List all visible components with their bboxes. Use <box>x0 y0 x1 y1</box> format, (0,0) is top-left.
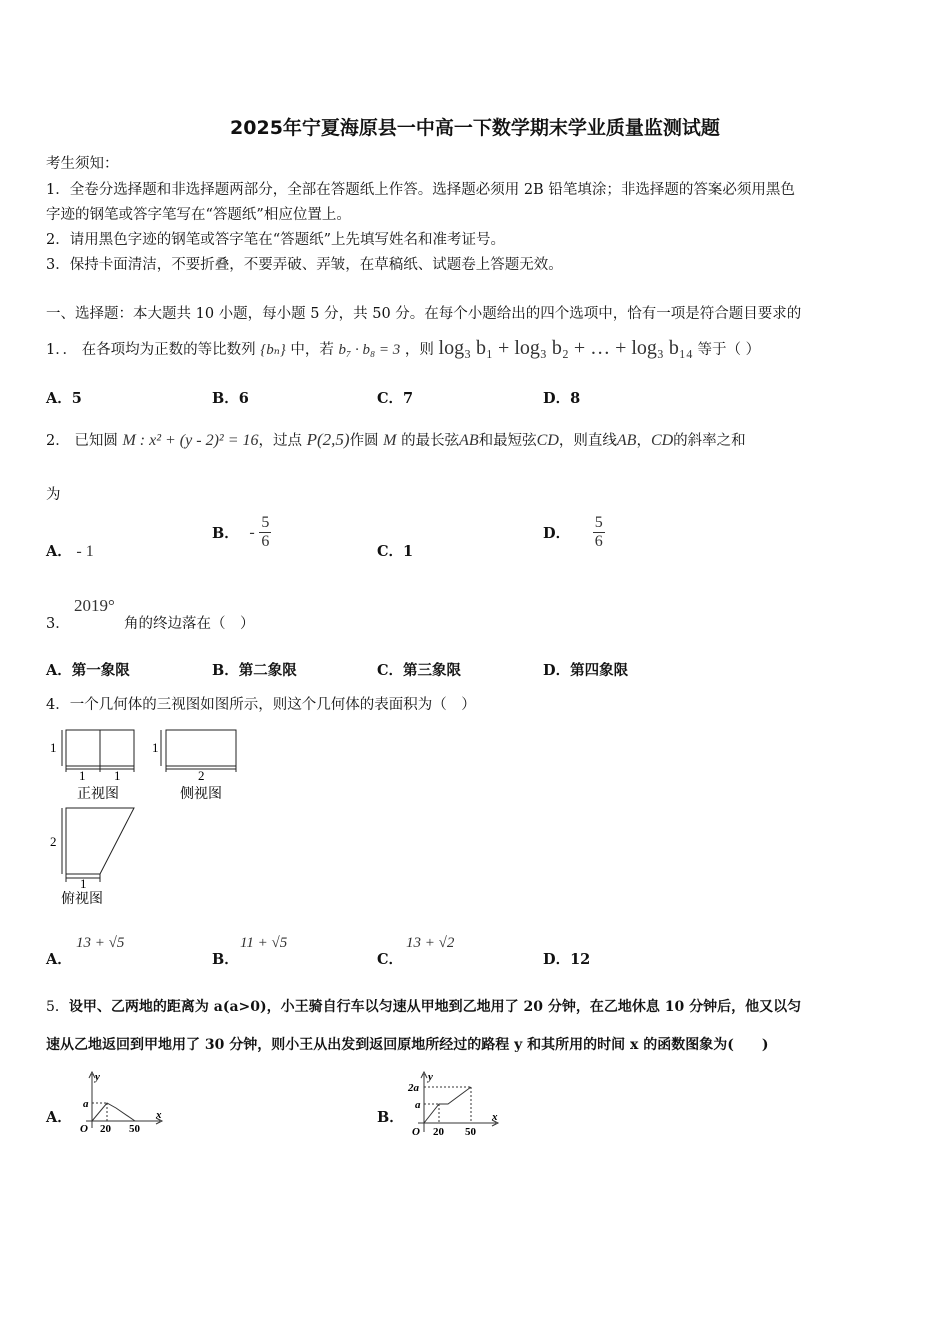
svg-text:O: O <box>80 1123 88 1135</box>
q2-text-3: 作圆 <box>349 433 379 449</box>
question-4: 4．一个几何体的三视图如图所示，则这个几何体的表面积为（ ） <box>46 697 476 713</box>
three-view-diagram <box>46 722 246 912</box>
front-dim-left: 1 <box>79 768 86 783</box>
q2-cd: CD <box>536 432 559 449</box>
q2-text-7: 的斜率之和 <box>673 433 746 449</box>
q1-condition: b₇ · b₈ = 3 <box>338 342 401 358</box>
q1-text-4: 等于（ ） <box>697 342 761 358</box>
q3-option-a[interactable]: A．第一象限 <box>46 662 130 679</box>
side-view-label: 侧视图 <box>180 787 222 802</box>
q3-option-b[interactable]: B．第二象限 <box>212 662 297 679</box>
q1-sequence: {bₙ} <box>260 342 286 358</box>
q2-text-8: 为 <box>46 487 61 503</box>
q2-m: M <box>383 432 397 449</box>
q4-option-c[interactable]: C． <box>377 951 404 968</box>
q2-option-d[interactable]: D． $\frac{5}{6}$ <box>543 514 603 550</box>
notice-item-3: 3．保持卡面清洁，不要折叠，不要弄破、弄皱，在草稿纸、试题卷上答题无效。 <box>46 257 563 273</box>
svg-text:a: a <box>415 1099 421 1111</box>
svg-text:50: 50 <box>129 1123 140 1135</box>
q2-cd-2: CD <box>650 432 674 449</box>
question-1 <box>46 334 760 364</box>
q1-option-a[interactable]: A．5 <box>46 390 82 407</box>
q5-line-2: 速从乙地返回到甲地用了 30 分钟，则小王从出发到返回原地所经过的路程 y 和其所用的时间 x 的函数图象为( ) <box>46 1037 769 1053</box>
q1-number: 1．． <box>46 342 77 358</box>
q4-option-a-value: 13 + √5 <box>76 935 125 951</box>
q2-option-a[interactable]: A． - 1 <box>46 543 94 560</box>
svg-text:20: 20 <box>100 1123 111 1135</box>
page-title: 2025年宁夏海原县一中高一下数学期末学业质量监测试题 <box>230 117 720 139</box>
top-view <box>62 808 134 882</box>
svg-text:50: 50 <box>465 1126 476 1138</box>
q5-option-b[interactable]: B． <box>377 1109 404 1126</box>
q3-option-d[interactable]: D．第四象限 <box>543 662 629 679</box>
front-view <box>62 730 134 772</box>
q2-ab: AB <box>459 432 479 449</box>
q2-circle-eq: M : x² + (y - 2)² = 16 <box>122 432 259 449</box>
q5-option-a[interactable]: A． <box>46 1109 72 1126</box>
q2-text-1: 已知圆 <box>74 433 118 449</box>
question-2 <box>46 426 746 455</box>
q2-option-d-fraction: $\frac{5}{6}$ <box>594 514 603 550</box>
q5-graph-a <box>74 1068 170 1136</box>
notice-heading: 考生须知： <box>46 156 119 172</box>
notice-item-2: 2．请用黑色字迹的钢笔或答字笔在“答题纸”上先填写姓名和准考证号。 <box>46 232 506 248</box>
q2-text-6: ，则直线 <box>558 433 617 449</box>
top-dim-bottom: 1 <box>80 876 87 891</box>
q1-option-c[interactable]: C．7 <box>377 390 414 407</box>
q1-expression: log₃ b₁ + log₃ b₂ + … + log₃ b₁₄ <box>438 337 693 359</box>
q2-number: 2． <box>46 433 70 449</box>
front-dim-height: 1 <box>50 740 57 755</box>
q3-option-c[interactable]: C．第三象限 <box>377 662 462 679</box>
svg-text:x: x <box>156 1109 162 1121</box>
q2-ab-2: AB <box>616 432 637 449</box>
svg-text:O: O <box>412 1126 420 1138</box>
q2-option-b[interactable]: B． - $\frac{5}{6}$ <box>212 514 270 550</box>
q4-option-b-value: 11 + √5 <box>240 935 288 951</box>
q4-option-d[interactable]: D．12 <box>543 951 591 968</box>
q4-option-a[interactable]: A． <box>46 951 72 968</box>
q2-option-c[interactable]: C．1 <box>377 543 414 560</box>
svg-text:2a: 2a <box>408 1082 419 1094</box>
svg-text:x: x <box>492 1111 498 1123</box>
q1-text-2: 中，若 <box>290 342 334 358</box>
q1-text-1: 在各项均为正数的等比数列 <box>81 342 256 358</box>
side-dim-height: 1 <box>152 740 159 755</box>
q1-option-b[interactable]: B．6 <box>212 390 249 407</box>
front-dim-right: 1 <box>114 768 121 783</box>
svg-text:20: 20 <box>433 1126 444 1138</box>
top-view-label: 俯视图 <box>61 892 103 907</box>
notice-item-1a: 1．全卷分选择题和非选择题两部分，全部在答题纸上作答。选择题必须用 2B 铅笔填涂；非选择题的答案必须用黑色 <box>46 182 795 198</box>
q2-text-2: ，过点 <box>258 433 302 449</box>
q1-option-d[interactable]: D．8 <box>543 390 581 407</box>
top-dim-height: 2 <box>50 834 57 849</box>
side-dim-width: 2 <box>198 768 205 783</box>
q5-line-1: 5．设甲、乙两地的距离为 a(a>0)，小王骑自行车以匀速从甲地到乙地用了 20 分钟，在乙地休息 10 分钟后，他又以匀 <box>46 999 802 1015</box>
q2-point: P(2,5) <box>306 430 350 449</box>
q4-option-c-value: 13 + √2 <box>406 935 455 951</box>
q2-text-5: 和最短弦 <box>478 433 537 449</box>
front-view-label: 正视图 <box>77 787 119 802</box>
q4-option-b[interactable]: B． <box>212 951 239 968</box>
svg-text:a: a <box>83 1098 89 1110</box>
q3-angle: 2019° <box>74 596 115 615</box>
q2-text-4: 的最长弦 <box>401 433 460 449</box>
q2-comma: ， <box>636 433 651 449</box>
q3-text: 角的终边落在（ ） <box>124 616 255 632</box>
q3-number: 3． <box>46 616 70 632</box>
side-view <box>161 730 236 772</box>
q5-graph-b <box>404 1068 504 1140</box>
svg-text:y: y <box>428 1071 433 1083</box>
notice-item-1b: 字迹的钢笔或答字笔写在“答题纸”相应位置上。 <box>46 207 351 223</box>
q1-text-3: ，则 <box>404 342 434 358</box>
section-heading: 一、选择题：本大题共 10 小题，每小题 5 分，共 50 分。在每个小题给出的四个选项中，恰有一项是符合题目要求的 <box>46 306 802 322</box>
svg-text:y: y <box>95 1071 100 1083</box>
q2-option-b-fraction: $\frac{5}{6}$ <box>261 514 270 550</box>
